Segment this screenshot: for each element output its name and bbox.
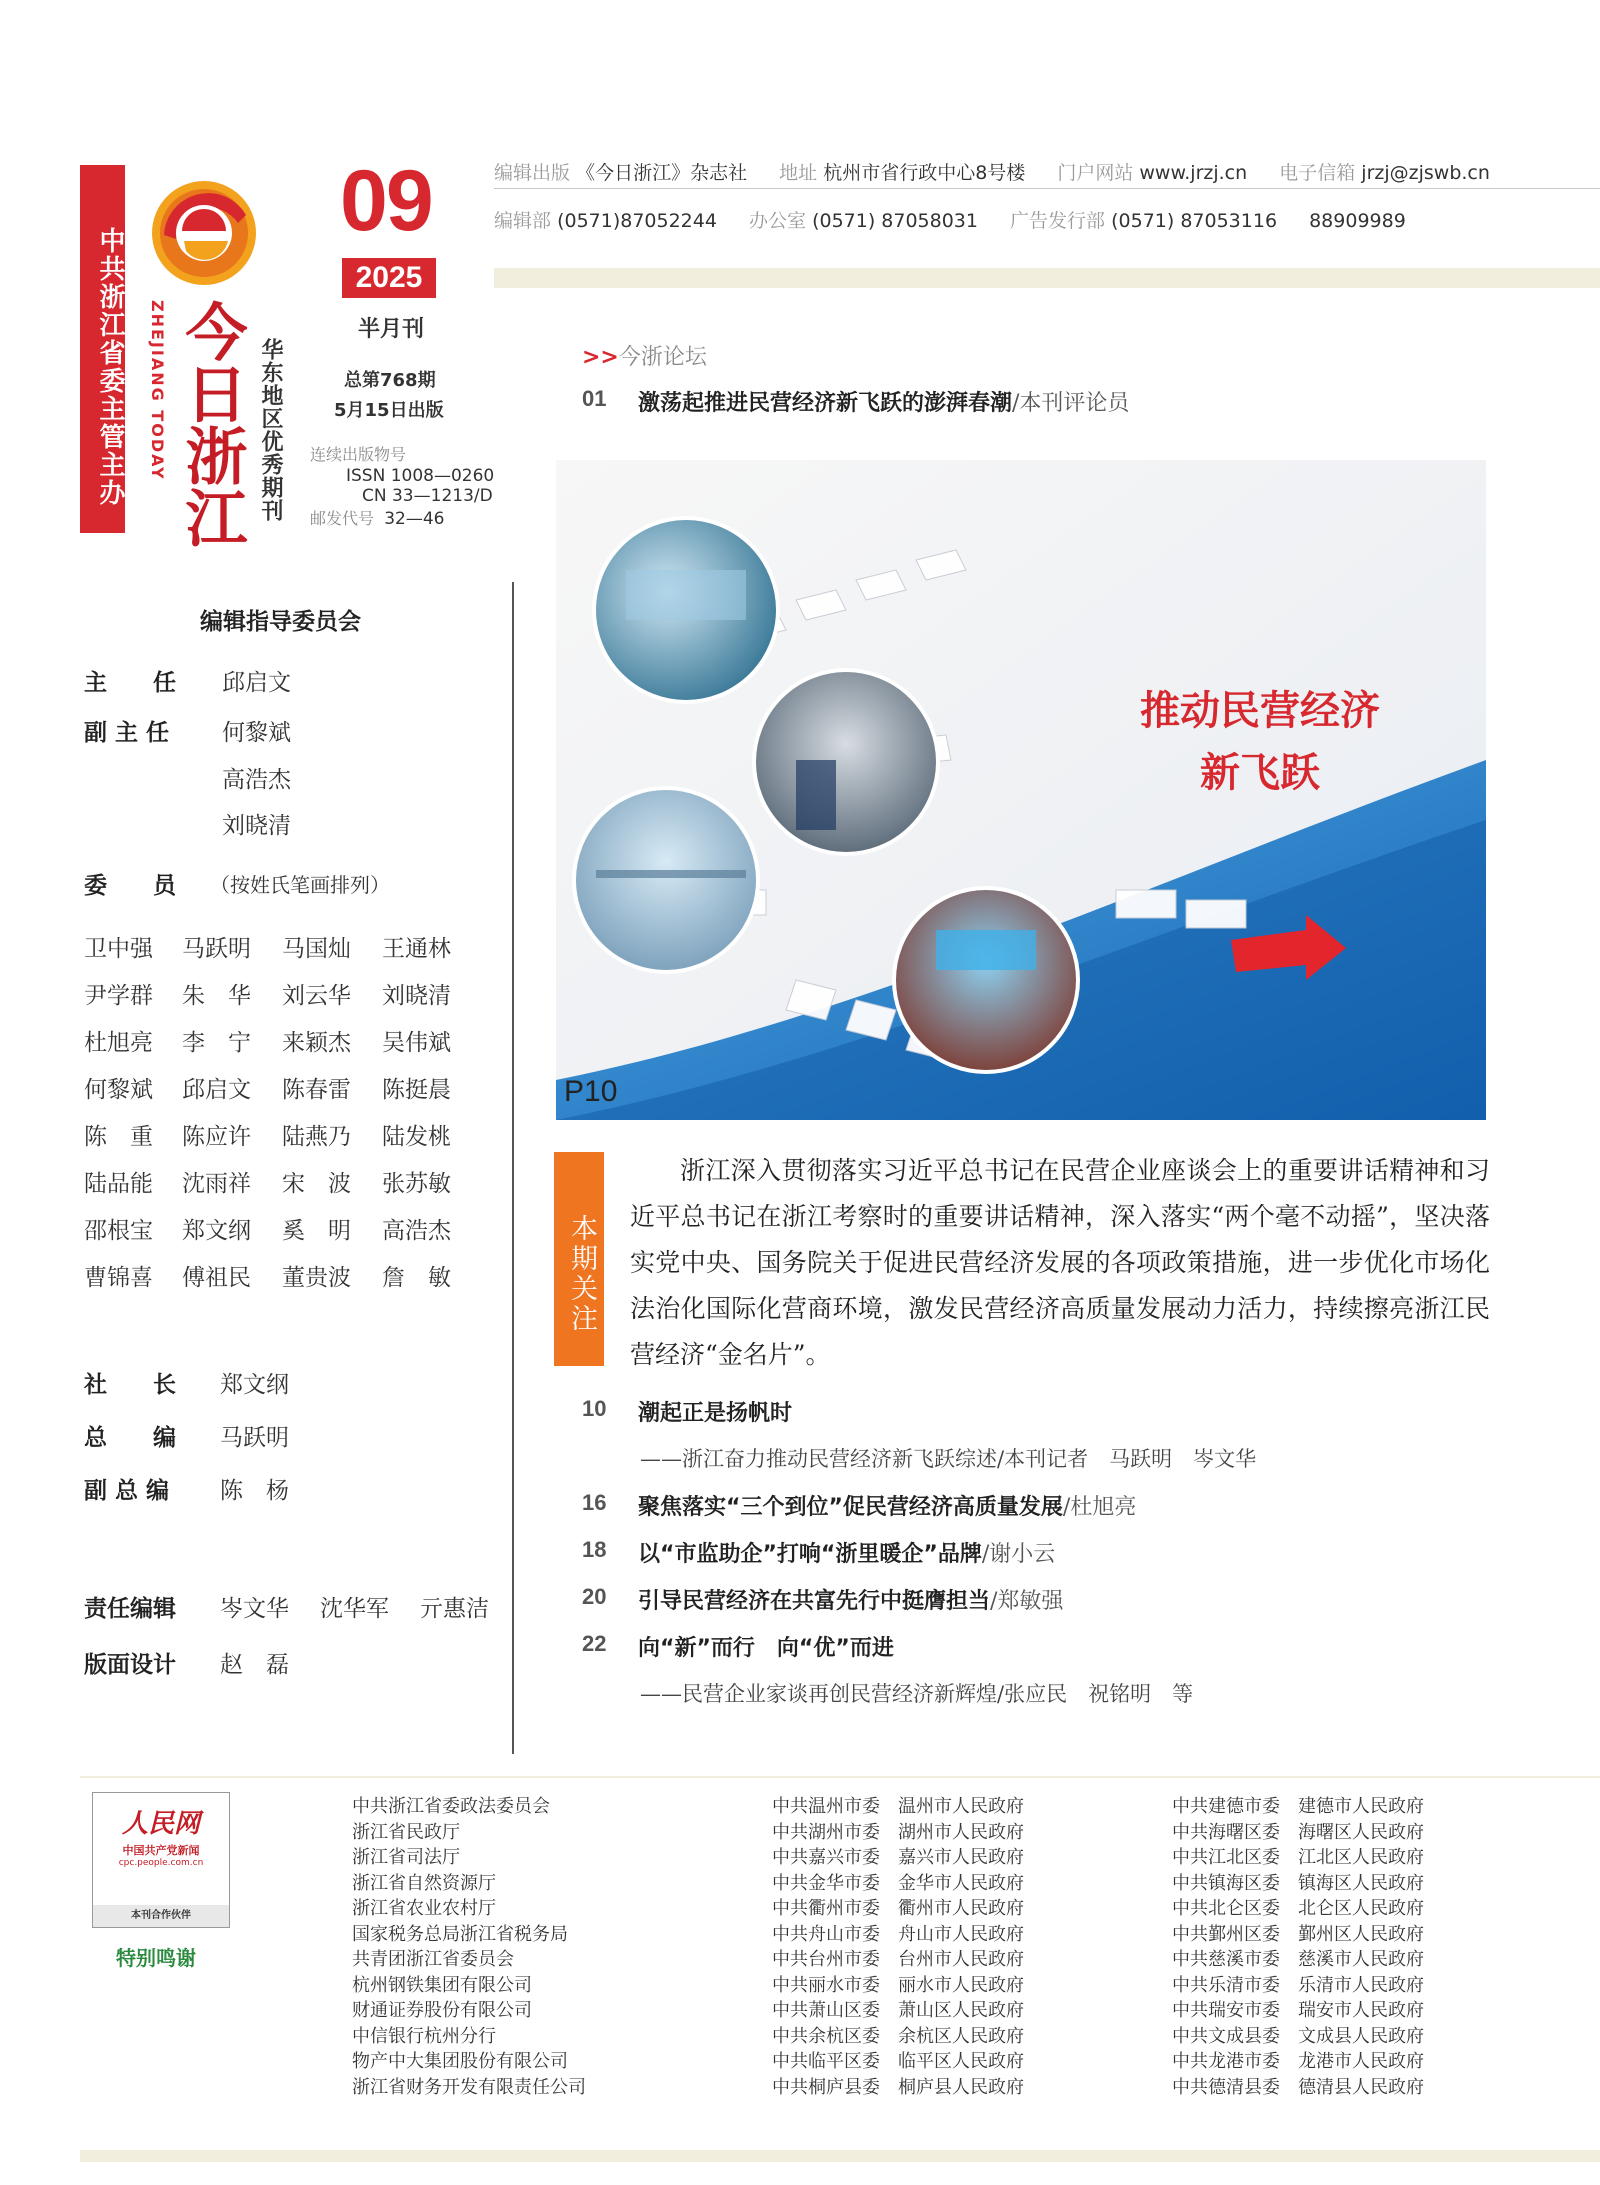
focus-label: 本期关注: [566, 1214, 597, 1334]
thanks-organization: 中共德清县委 德清县人民政府: [1172, 2076, 1424, 2098]
committee-member-name: 傅祖民: [182, 1265, 251, 1291]
committee-member-name: 王通林: [382, 936, 451, 962]
email-label: 电子信箱: [1279, 162, 1356, 184]
committee-member-name: 卫中强: [84, 936, 153, 962]
thanks-organization: 中共江北区委 江北区人民政府: [1172, 1847, 1424, 1868]
committee-member-name: 吴伟斌: [382, 1030, 451, 1056]
deputy-director-name: 高浩杰: [222, 767, 291, 793]
thanks-organization: 物产中大集团股份有限公司: [352, 2051, 568, 2072]
cover-headline-line: 推动民营经济: [1140, 688, 1380, 734]
sponsor-text: 中共浙江省委主管主办: [95, 227, 125, 507]
issue-year: 2025: [342, 258, 436, 298]
footer-band: [80, 2150, 1600, 2162]
committee-member-name: 陈应许: [182, 1124, 251, 1150]
toc-entry-link[interactable]: [638, 1631, 894, 1662]
thanks-organization: 中共金华市委 金华市人民政府: [772, 1872, 1024, 1894]
toc-title: 聚焦落实“三个到位”促民营经济高质量发展: [638, 1495, 1063, 1520]
committee-member-name: 陈春雷: [282, 1077, 351, 1103]
committee-member-name: 马跃明: [182, 936, 251, 962]
thanks-organization: 中共湖州市委 湖州市人民政府: [772, 1821, 1024, 1843]
director-name: 邱启文: [222, 670, 291, 696]
chief-editor-label: 总 编: [84, 1425, 176, 1451]
issn-number: ISSN 1008—0260: [346, 466, 495, 486]
deputy-chief-name: 陈 杨: [220, 1478, 289, 1504]
deputy-director-label: 副 主 任: [84, 720, 170, 746]
committee-member-name: 曹锦喜: [84, 1265, 153, 1291]
focus-summary: 浙江深入贯彻落实习近平总书记在民营企业座谈会上的重要讲话精神和习近平总书记在浙江考察时的重要讲话精神，深入落实“两个毫不动摇”，坚决落实党中央、国务院关于促进民营经济发展的各项政策措施，进一步优化市场化法治化国际化营商环境，激发民营经济高质量发展动力活力，持续擦亮浙江民营经济“金名片”。: [630, 1156, 1490, 1369]
committee-member-name: 郑文纲: [182, 1218, 251, 1244]
office-label: 办公室: [749, 210, 807, 232]
focus-label-box: [554, 1152, 604, 1366]
cover-headline-line: 新飞跃: [1200, 750, 1320, 796]
committee-member-name: 何黎斌: [84, 1077, 153, 1103]
thanks-column-1: [352, 1794, 586, 2100]
ads-phone: (0571) 87053116: [1111, 210, 1278, 232]
thanks-organization: 中共北仑区委 北仑区人民政府: [1172, 1898, 1424, 1919]
thanks-organization: 中共镇海区委 镇海区人民政府: [1172, 1872, 1424, 1894]
chief-editor-name: 马跃明: [220, 1425, 289, 1451]
address-label: 地址: [779, 162, 818, 184]
issue-frequency: 半月刊: [358, 317, 425, 342]
thanks-organization: 中共浙江省委政法委员会: [352, 1796, 550, 1817]
committee-title: 编辑指导委员会: [200, 609, 361, 635]
thanks-organization: 杭州钢铁集团有限公司: [352, 1974, 532, 1996]
committee-member-name: 李 宁: [182, 1030, 251, 1056]
toc-title: 潮起正是扬帆时: [638, 1401, 793, 1426]
special-thanks-label: 特别鸣谢: [116, 1946, 196, 1970]
toc-byline: /郑敏强: [990, 1589, 1064, 1614]
thanks-organization: 共青团浙江省委员会: [352, 1949, 514, 1970]
partner-logo-url: cpc.people.com.cn: [118, 1858, 204, 1868]
thanks-organization: 中共台州市委 台州市人民政府: [772, 1949, 1024, 1970]
toc-subtitle: ——浙江奋力推动民营经济新飞跃综述/本刊记者 马跃明 岑文华: [640, 1447, 1257, 1471]
committee-member-name: 陈挺晨: [382, 1077, 451, 1103]
president-label: 社 长: [84, 1372, 176, 1398]
layout-designer-name: 赵 磊: [220, 1652, 289, 1678]
cover-page-ref: P10: [564, 1075, 618, 1108]
header-band: [494, 268, 1600, 288]
editorial-label: 编辑部: [494, 210, 552, 232]
toc-byline: /谢小云: [981, 1542, 1056, 1567]
thanks-organization: 中共舟山市委 舟山市人民政府: [772, 1923, 1024, 1945]
committee-member-name: 奚 明: [282, 1218, 351, 1244]
ads-label: 广告发行部: [1010, 210, 1106, 232]
responsible-editor-name: 亓惠洁: [420, 1596, 489, 1622]
thanks-organization: 中共乐清市委 乐清市人民政府: [1172, 1974, 1424, 1996]
thanks-organization: 国家税务总局浙江省税务局: [352, 1923, 568, 1945]
members-note: （按姓氏笔画排列）: [210, 873, 390, 897]
thanks-organization: 浙江省农业农村厅: [352, 1898, 496, 1919]
responsible-editors-label: 责任编辑: [84, 1596, 176, 1622]
committee-member-name: 沈雨祥: [182, 1171, 251, 1197]
toc-title: 激荡起推进民营经济新飞跃的澎湃春潮: [638, 391, 1013, 416]
toc-byline: /本刊评论员: [1012, 391, 1130, 416]
thanks-organization: 中共临平区委 临平区人民政府: [772, 2051, 1024, 2072]
committee-member-name: 陆燕乃: [282, 1124, 351, 1150]
committee-member-name: 来颖杰: [282, 1030, 351, 1056]
footer-divider: [80, 1776, 1600, 1778]
committee-member-name: 刘云华: [282, 983, 351, 1009]
sponsor-vertical-bar: [80, 165, 125, 533]
committee-member-name: 尹学群: [84, 983, 153, 1009]
committee-member-name: 陆品能: [84, 1171, 153, 1197]
committee-member-name: 邵根宝: [84, 1218, 153, 1244]
serial-label: 连续出版物号: [310, 445, 407, 464]
committee-member-name: 杜旭亮: [84, 1030, 153, 1056]
committee-member-name: 陆发桃: [382, 1124, 451, 1150]
members-label: 委 员: [84, 873, 176, 899]
forum-section-label: [582, 340, 707, 371]
logo-english: ZHEJIANG TODAY: [148, 300, 167, 481]
partner-logo-subtitle: 中国共产党新闻: [122, 1844, 200, 1857]
toc-title: 以“市监助企”打响“浙里暖企”品牌: [638, 1542, 982, 1567]
publication-date: 5月15日出版: [334, 400, 444, 421]
deputy-director-name: 刘晓清: [222, 813, 291, 839]
director-label: 主 任: [84, 670, 176, 696]
toc-entry-link[interactable]: [638, 1537, 1055, 1568]
thanks-organization: 中共慈溪市委 慈溪市人民政府: [1172, 1949, 1424, 1970]
toc-page-number: 20: [582, 1584, 607, 1609]
publisher-label: 编辑出版: [494, 162, 571, 184]
thanks-organization: 浙江省自然资源厅: [352, 1872, 496, 1894]
portal-link[interactable]: www.jrzj.cn: [1139, 162, 1248, 184]
postal-code-row: [310, 506, 444, 529]
layout-design-label: 版面设计: [84, 1652, 176, 1678]
thanks-organization: 财通证券股份有限公司: [352, 2000, 532, 2021]
thanks-organization: 中共鄞州区委 鄞州区人民政府: [1172, 1923, 1424, 1945]
thanks-organization: 中共萧山区委 萧山区人民政府: [772, 2000, 1024, 2021]
postal-label: 邮发代号: [310, 509, 375, 528]
email-link[interactable]: jrzj@zjswb.cn: [1361, 162, 1490, 184]
committee-member-name: 高浩杰: [382, 1218, 451, 1244]
cover-headline: [1110, 680, 1410, 804]
committee-member-name: 马国灿: [282, 936, 351, 962]
thanks-organization: 中共嘉兴市委 嘉兴市人民政府: [772, 1847, 1024, 1868]
committee-member-name: 邱启文: [182, 1077, 251, 1103]
toc-page-number: 01: [582, 386, 607, 411]
toc-byline: /杜旭亮: [1062, 1495, 1137, 1520]
thanks-organization: 中共文成县委 文成县人民政府: [1172, 2025, 1424, 2047]
toc-entry-link[interactable]: [638, 1396, 792, 1427]
contact-row-2: [494, 206, 1406, 233]
editorial-phone: (0571)87052244: [557, 210, 717, 232]
president-name: 郑文纲: [220, 1372, 289, 1398]
partner-tag: 本刊合作伙伴: [93, 1905, 229, 1927]
thanks-organization: 中共海曙区委 海曙区人民政府: [1172, 1821, 1424, 1843]
thanks-column-3: [1172, 1794, 1424, 2100]
total-issue: 总第768期: [344, 370, 436, 391]
responsible-editor-name: 沈华军: [320, 1596, 389, 1622]
thanks-organization: 中共衢州市委 衢州市人民政府: [772, 1898, 1024, 1919]
committee-member-name: 刘晓清: [382, 983, 451, 1009]
toc-page-number: 16: [582, 1490, 607, 1515]
responsible-editor-name: 岑文华: [220, 1596, 289, 1622]
cn-number: CN 33—1213/D: [362, 486, 493, 506]
thanks-organization: 浙江省司法厅: [352, 1847, 460, 1868]
committee-member-name: 董贵波: [282, 1265, 351, 1291]
thanks-organization: 浙江省财务开发有限责任公司: [352, 2076, 586, 2098]
contact-row-1: [494, 158, 1490, 185]
issue-number: 09: [340, 153, 432, 249]
ads-phone-2: 88909989: [1309, 210, 1406, 232]
partner-logo-text: 人民网: [121, 1809, 200, 1839]
thanks-organization: 浙江省民政厅: [352, 1821, 460, 1843]
committee-member-name: 詹 敏: [382, 1265, 451, 1291]
thanks-organization: 中共龙港市委 龙港市人民政府: [1172, 2051, 1424, 2072]
thanks-organization: 中共瑞安市委 瑞安市人民政府: [1172, 2000, 1424, 2021]
toc-page-number: 18: [582, 1537, 607, 1562]
thanks-organization: 中共桐庐县委 桐庐县人民政府: [772, 2076, 1024, 2098]
deputy-chief-label: 副 总 编: [84, 1478, 170, 1504]
logo-chinese: 今日浙江: [175, 300, 248, 548]
postal-code: 32—46: [384, 509, 445, 529]
thanks-organization: 中共温州市委 温州市人民政府: [772, 1796, 1024, 1817]
header-divider: [494, 188, 1600, 189]
members-grid: [84, 930, 504, 1310]
thanks-organization: 中信银行杭州分行: [352, 2025, 496, 2047]
forum-arrows: >>: [582, 345, 619, 370]
address-value: 杭州市省行政中心8号楼: [823, 162, 1026, 184]
thanks-column-2: [772, 1794, 1024, 2100]
forum-label: 今浙论坛: [618, 345, 707, 370]
publisher-name: 《今日浙江》杂志社: [576, 162, 748, 184]
toc-title: 引导民营经济在共富先行中挺膺担当: [638, 1589, 991, 1614]
committee-member-name: 张苏敏: [382, 1171, 451, 1197]
toc-page-number: 10: [582, 1396, 607, 1421]
magazine-logo-icon: [142, 165, 260, 315]
thanks-organization: 中共丽水市委 丽水市人民政府: [772, 1974, 1024, 1996]
committee-member-name: 陈 重: [84, 1124, 153, 1150]
committee-member-name: 宋 波: [282, 1171, 351, 1197]
committee-member-name: 朱 华: [182, 983, 251, 1009]
deputy-director-name: 何黎斌: [222, 720, 291, 746]
column-divider: [512, 582, 514, 1754]
partner-logo-box: [92, 1792, 230, 1928]
toc-subtitle: ——民营企业家谈再创民营经济新辉煌/张应民 祝铭明 等: [640, 1682, 1194, 1706]
toc-title: 向“新”而行 向“优”而进: [638, 1636, 894, 1661]
toc-page-number: 22: [582, 1631, 607, 1656]
thanks-organization: 中共余杭区委 余杭区人民政府: [772, 2025, 1024, 2047]
thanks-organization: 中共建德市委 建德市人民政府: [1172, 1796, 1424, 1817]
office-phone: (0571) 87058031: [812, 210, 978, 232]
toc-entry-link[interactable]: [638, 386, 1129, 417]
toc-entry-link[interactable]: [638, 1490, 1136, 1521]
award-label: 华东地区优秀期刊: [258, 338, 283, 522]
portal-label: 门户网站: [1057, 162, 1134, 184]
toc-entry-link[interactable]: [638, 1584, 1063, 1615]
